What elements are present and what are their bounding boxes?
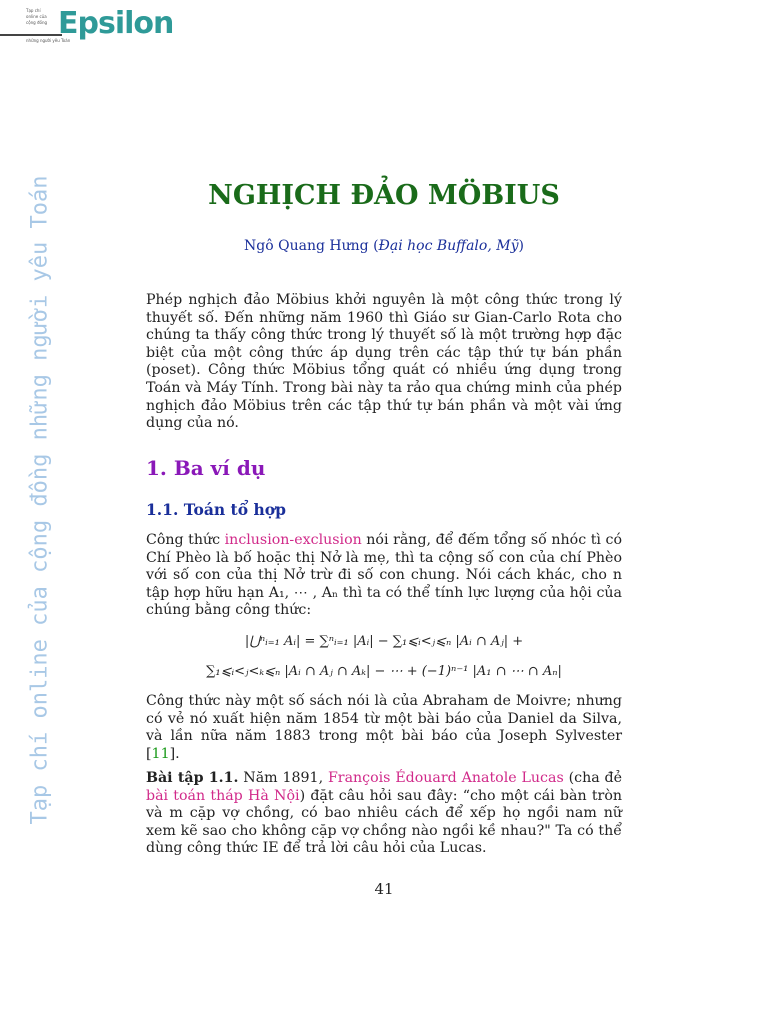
logo-tagline-3: cộng đồng bbox=[26, 20, 48, 25]
logo-tagline-2: online của bbox=[26, 14, 47, 19]
p1-text-b: nói rằng, để đếm tổng số nhóc tì có Chí Phèo là bố hoặc thị Nở là mẹ, thì ta cộng số con của chí Phèo với số con của thị Nở trừ đi số con chung. Nói cách khác, cho n tập hợp hữu hạn A₁, ⋯ , Aₙ thì ta có thể tính lực lượng của hội của chúng bằng công thức: bbox=[146, 532, 622, 619]
hanoi-tower-link[interactable]: bài toán tháp Hà Nội bbox=[146, 787, 300, 804]
author-affiliation: Đại học Buffalo, Mỹ bbox=[378, 238, 519, 254]
logo-divider bbox=[0, 34, 62, 36]
page-number: 41 bbox=[374, 880, 394, 898]
ex-text-c: ) đặt câu hỏi sau đây: “cho một cái bàn tròn và m cặp vợ chồng, có bao nhiêu cách để xếp họ ngồi nam nữ xem kẽ sao cho không cặp vợ chồng nào ngồi kề nhau?" Ta có thể dùng công thức IE để trả lời câu hỏi của Lucas. bbox=[146, 787, 622, 857]
ex-text-a: Năm 1891, bbox=[238, 770, 328, 786]
ex-text-b: (cha đẻ bbox=[563, 770, 622, 786]
p1-text-a: Công thức bbox=[146, 532, 225, 548]
author-name: Ngô Quang Hưng bbox=[244, 238, 369, 254]
p2-text-b: ]. bbox=[169, 745, 180, 762]
inclusion-exclusion-link[interactable]: inclusion-exclusion bbox=[224, 532, 362, 548]
p2-text-a: Công thức này một số sách nói là của Abraham de Moivre; nhưng có vẻ nó xuất hiện năm 1854 từ một bài báo của Daniel da Silva, và lần nữa năm 1883 trong một bài báo của Joseph Sylvester [ bbox=[146, 693, 622, 762]
citation-link[interactable]: 11 bbox=[151, 745, 170, 762]
paragraph-inclusion-exclusion bbox=[146, 532, 622, 620]
exercise-label: Bài tập 1.1. bbox=[146, 770, 239, 786]
epsilon-logo bbox=[0, 6, 174, 50]
subsection-heading: 1.1. Toán tổ hợp bbox=[146, 500, 286, 519]
logo-tagline-4: những người yêu Toán bbox=[26, 38, 71, 43]
formula-line-1: |⋃ⁿᵢ₌₁ Aᵢ| = ∑ⁿᵢ₌₁ |Aᵢ| − ∑₁⩽ᵢ<ⱼ⩽ₙ |Aᵢ ∩ Aⱼ| + bbox=[244, 634, 524, 649]
exercise-paragraph bbox=[146, 770, 622, 858]
logo-tagline-1: Tạp chí bbox=[26, 8, 41, 13]
article-title: NGHỊCH ĐẢO MÖBIUS bbox=[208, 180, 560, 211]
lucas-link[interactable]: François Édouard Anatole Lucas bbox=[327, 770, 564, 786]
sidebar-vertical-text bbox=[16, 175, 64, 825]
abstract-paragraph: Phép nghịch đảo Möbius khởi nguyên là một công thức trong lý thuyết số. Đến những năm 1960 thì Giáo sư Gian-Carlo Rota cho chúng ta thấy công thức trong lý thuyết số là một trường hợp đặc biệt của một công thức áp dụng trên các tập thứ tự bán phần (poset). Công thức Möbius tổng quát có nhiều ứng dụng trong Toán và Máy Tính. Trong bài này ta rảo qua chứng minh của phép nghịch đảo Möbius trên các tập thứ tự bán phần và một vài ứng dụng của nó. bbox=[146, 292, 622, 432]
paragraph-history bbox=[146, 693, 622, 763]
formula-line-2: ∑₁⩽ᵢ<ⱼ<ₖ⩽ₙ |Aᵢ ∩ Aⱼ ∩ Aₖ| − ⋯ + (−1)ⁿ⁻¹ |A₁ ∩ ⋯ ∩ Aₙ| bbox=[206, 664, 562, 679]
logo-wordmark: Epsilon bbox=[58, 6, 174, 41]
section-heading: 1. Ba ví dụ bbox=[146, 456, 266, 480]
sidebar-tagline: Tạp chí online của cộng đồng những người yêu Toán bbox=[27, 175, 53, 825]
article-author: Ngô Quang Hưng (Đại học Buffalo, Mỹ) bbox=[244, 238, 524, 254]
